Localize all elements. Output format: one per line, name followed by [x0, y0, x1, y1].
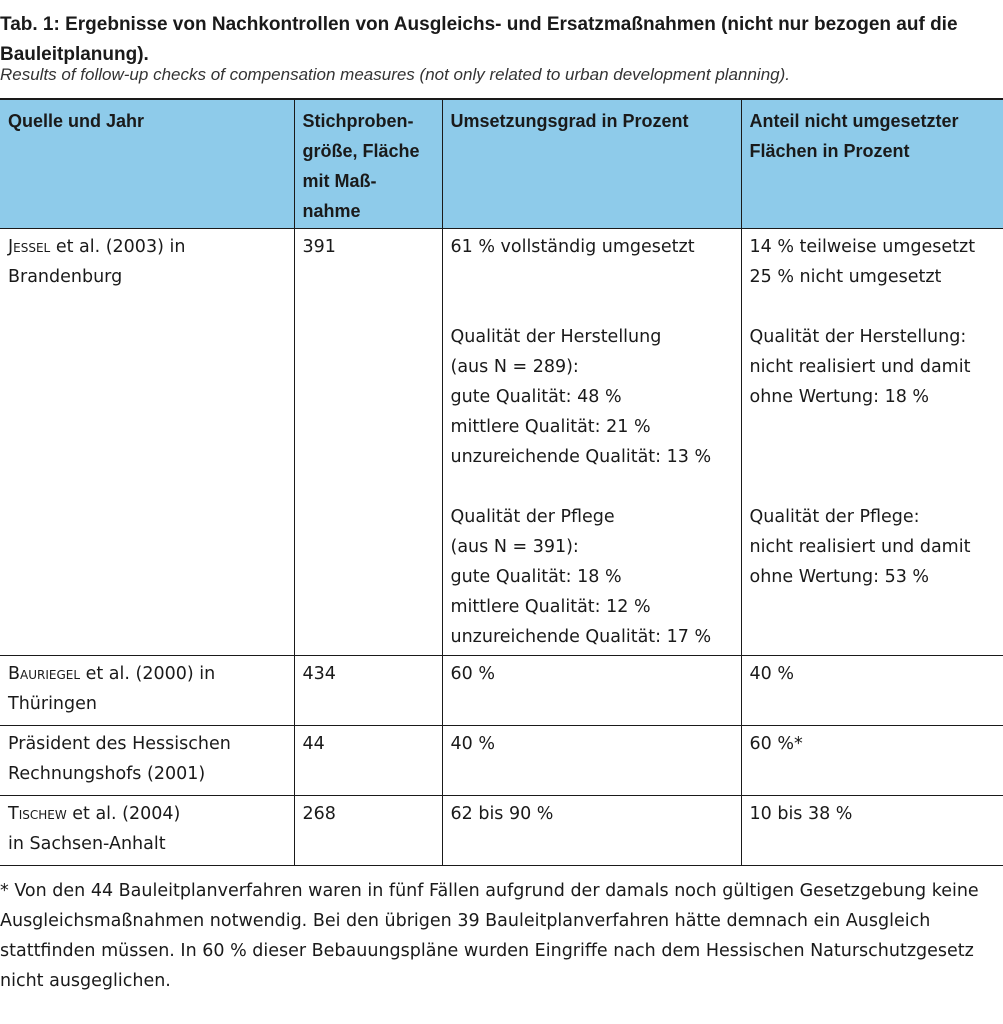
cell-source: [0, 229, 294, 656]
cell-sample-size: 268: [294, 796, 442, 866]
cell-implementation: 60 %: [442, 656, 741, 726]
author-name: Tischew: [8, 804, 67, 824]
impl-main: 61 % vollständig umgesetzt: [450, 237, 695, 257]
table-row: [0, 229, 1003, 656]
cell-implementation: [442, 229, 741, 656]
cell-implementation: 40 %: [442, 726, 741, 796]
header-source: Quelle und Jahr: [0, 99, 294, 229]
header-implementation-rate: Umsetzungsgrad in Prozent: [442, 99, 741, 229]
author-name: Jessel: [8, 237, 51, 257]
cell-not-implemented: 10 bis 38 %: [741, 796, 1003, 866]
header-sample-size-line: nahme: [302, 201, 361, 221]
spacer: [750, 442, 996, 472]
spacer: [750, 292, 996, 322]
not-impl-pflege-line: ohne Wertung: 53 %: [749, 567, 930, 587]
impl-herstellung-line: gute Qualität: 48 %: [450, 387, 622, 407]
spacer: [451, 262, 733, 292]
header-not-implemented-share: Anteil nicht umgesetzter Flächen in Prozent: [741, 99, 1003, 229]
cell-implementation: 62 bis 90 %: [442, 796, 741, 866]
impl-herstellung-line: mittlere Qualität: 21 %: [450, 417, 651, 437]
cell-not-implemented: 40 %: [741, 656, 1003, 726]
cell-source: [0, 726, 294, 796]
header-sample-size-line: mit Maß-: [302, 171, 377, 191]
impl-pflege-line: (aus N = 391):: [450, 537, 579, 557]
not-impl-main-line: 25 % nicht umgesetzt: [749, 267, 942, 287]
spacer: [451, 292, 733, 322]
impl-herstellung-line: unzureichende Qualität: 13 %: [450, 447, 712, 467]
cell-sample-size: 44: [294, 726, 442, 796]
not-impl-herstellung-line: Qualität der Herstellung:: [749, 327, 967, 347]
header-sample-size-line: größe, Fläche: [302, 141, 420, 161]
impl-herstellung-line: (aus N = 289):: [450, 357, 579, 377]
table-footnote: * Von den 44 Bauleitplanverfahren waren in fünf Fällen aufgrund der damals noch gültigen Gesetzgebung keine Ausgleichsmaßnahmen notwendig. Bei den übrigen 39 Bauleitplanverfahren hätte demnach ein Ausgleich stattfinden müssen. In 60 % dieser Bebauungspläne wurden Eingriffe nach dem Hessischen Naturschutzgesetz nicht ausgeglichen.: [0, 881, 979, 991]
cell-sample-size: 391: [294, 229, 442, 656]
spacer: [750, 412, 996, 442]
cell-not-implemented: 60 %*: [741, 726, 1003, 796]
table-row: [0, 726, 1003, 796]
not-impl-main-line: 14 % teilweise umgesetzt: [749, 237, 976, 257]
table-row: [0, 796, 1003, 866]
impl-pflege-line: gute Qualität: 18 %: [450, 567, 622, 587]
impl-pflege-line: mittlere Qualität: 12 %: [450, 597, 651, 617]
table-caption-title: Tab. 1: Ergebnisse von Nachkontrollen von Ausgleichs- und Ersatzmaßnahmen (nicht nur bezogen auf die Bauleitplanung).: [0, 14, 958, 65]
table-row: [0, 656, 1003, 726]
impl-pflege-line: Qualität der Pflege: [450, 507, 615, 527]
cell-source: [0, 796, 294, 866]
not-impl-pflege-line: nicht realisiert und damit: [749, 537, 971, 557]
not-impl-pflege-line: Qualität der Pflege:: [749, 507, 920, 527]
spacer: [750, 472, 996, 502]
source-text: et al. (2000) in: [80, 664, 216, 684]
source-text: et al. (2003) in: [50, 237, 186, 257]
impl-herstellung-line: Qualität der Herstellung: [450, 327, 662, 347]
cell-sample-size: 434: [294, 656, 442, 726]
table-header-row: [0, 99, 1003, 229]
header-sample-size: [294, 99, 442, 229]
table-caption-subtitle: Results of follow-up checks of compensation measures (not only related to urban development planning).: [0, 65, 790, 84]
cell-not-implemented: [741, 229, 1003, 656]
spacer: [451, 472, 733, 502]
results-table: [0, 98, 1003, 866]
source-text: et al. (2004): [66, 804, 181, 824]
source-region: Brandenburg: [8, 267, 123, 287]
source-text: Präsident des Hessischen: [8, 734, 231, 754]
source-region: Rechnungshofs (2001): [8, 764, 206, 784]
not-impl-herstellung-line: ohne Wertung: 18 %: [749, 387, 930, 407]
impl-pflege-line: unzureichende Qualität: 17 %: [450, 627, 712, 647]
source-region: in Sachsen-Anhalt: [8, 834, 166, 854]
cell-source: [0, 656, 294, 726]
source-region: Thüringen: [8, 694, 97, 714]
author-name: Bauriegel: [8, 664, 81, 684]
not-impl-herstellung-line: nicht realisiert und damit: [749, 357, 971, 377]
header-sample-size-line: Stichproben-: [302, 111, 414, 131]
